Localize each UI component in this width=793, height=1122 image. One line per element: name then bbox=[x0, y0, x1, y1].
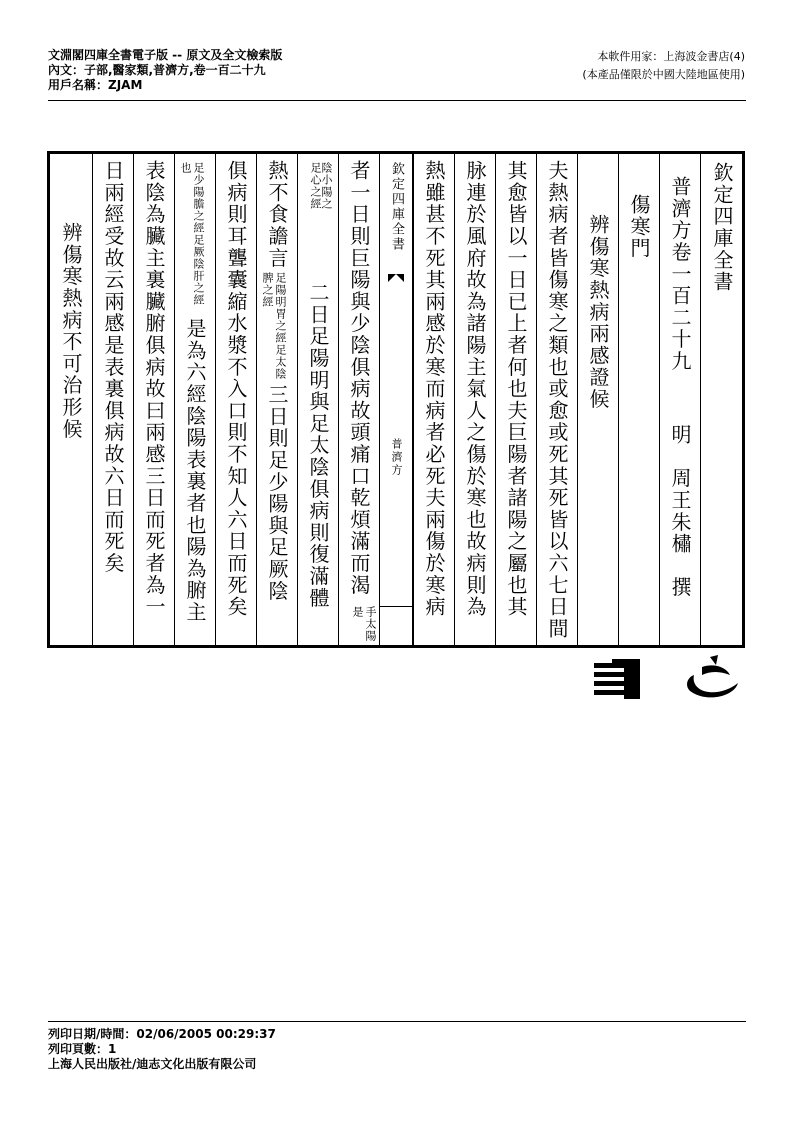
annotation-note: 足少陽膽之經足厥陰肝之經也 bbox=[179, 162, 205, 306]
column-15 bbox=[133, 154, 174, 645]
text-line: 三日則足少陽與足厥陰 bbox=[265, 384, 289, 602]
footer-rule bbox=[48, 1021, 746, 1022]
publisher-line: 上海人民出版社/迪志文化出版有限公司 bbox=[48, 1057, 257, 1071]
annotation-note: 陰小陽之 bbox=[320, 162, 333, 210]
column-4 bbox=[577, 154, 618, 645]
column-11 bbox=[297, 154, 338, 645]
header-line-3: 用戶名稱：ZJAM bbox=[48, 78, 143, 92]
column-14 bbox=[174, 154, 215, 645]
column-1 bbox=[700, 154, 742, 645]
column-3 bbox=[618, 154, 659, 645]
text-line: 二日足陽明與足太陰俱病則復滿體 bbox=[306, 282, 330, 609]
footer bbox=[48, 1027, 276, 1072]
banner-frame bbox=[379, 154, 413, 645]
text-line: 表陰為臟主裏臟腑俱病故曰兩感三日而死者為一 bbox=[142, 160, 166, 618]
header-left bbox=[48, 48, 282, 93]
print-datetime: 列印日期/時間：02/06/2005 00:29:37 bbox=[48, 1027, 276, 1041]
banner-title: 欽定四庫全書 bbox=[389, 162, 404, 252]
column-2 bbox=[659, 154, 700, 645]
annotation-note: 足心之經 bbox=[309, 162, 322, 210]
header-right bbox=[582, 48, 745, 84]
text-frame bbox=[47, 151, 745, 648]
text-line: 者一日則巨陽與少陰俱病故頭痛口乾煩滿而渴 bbox=[347, 160, 371, 596]
publisher-logo-icon bbox=[594, 653, 746, 701]
text-line: 熱不食譫言 bbox=[265, 160, 289, 269]
column-7 bbox=[454, 154, 495, 645]
header-line-2: 內文：子部,醫家類,普濟方,卷一百二十九 bbox=[48, 63, 266, 77]
book-title: 欽定四庫全書 bbox=[710, 162, 734, 293]
column-16 bbox=[92, 154, 133, 645]
header-line-1: 文淵閣四庫全書電子版 -- 原文及全文檢索版 bbox=[48, 48, 283, 62]
annotation-note: 手太陽是 bbox=[351, 606, 377, 642]
subsection-heading: 辨傷寒熱病兩感證候 bbox=[586, 214, 610, 411]
licensee-line: 本軟件用家：上海波金書店(4) bbox=[597, 50, 745, 63]
banner-book-name: 普濟方 bbox=[390, 438, 403, 477]
text-line: 其愈皆以一日已上者何也夫巨陽者諸陽之屬也其 bbox=[504, 160, 528, 618]
header-rule bbox=[48, 100, 746, 101]
region-notice: (本產品僅限於中國大陸地區使用) bbox=[582, 68, 745, 81]
next-heading: 辨傷寒熱病不可治形候 bbox=[59, 222, 83, 440]
column-8 bbox=[413, 154, 454, 645]
fishtail-mark bbox=[388, 274, 404, 282]
text-line: 夫熱病者皆傷寒之類也或愈或死其死皆以六七日間 bbox=[545, 160, 569, 640]
print-page-count: 列印頁數：1 bbox=[48, 1042, 117, 1056]
text-line: 熱雖甚不死其兩感於寒而病者必死夫兩傷於寒病 bbox=[422, 160, 446, 618]
column-6 bbox=[495, 154, 536, 645]
volume-title: 普濟方卷一百二十九 bbox=[668, 176, 692, 373]
text-line: 是為六經陰陽表裏者也陽為腑主 bbox=[183, 318, 207, 624]
column-17 bbox=[50, 154, 92, 645]
author-line: 明 周王朱橚 撰 bbox=[668, 424, 692, 599]
banner-rule bbox=[380, 606, 412, 607]
column-10 bbox=[338, 154, 379, 645]
column-5 bbox=[536, 154, 577, 645]
annotation-note: 足陽明胃之經足太陰脾之經 bbox=[261, 272, 287, 380]
column-13 bbox=[215, 154, 256, 645]
section-heading: 傷寒門 bbox=[627, 194, 651, 260]
text-line: 俱病則耳聾囊縮水漿不入口則不知人六日而死矣 bbox=[224, 160, 248, 618]
column-12 bbox=[256, 154, 297, 645]
fold-banner bbox=[379, 154, 413, 645]
text-line: 脉連於風府故為諸陽主氣人之傷於寒也故病則為 bbox=[463, 160, 487, 618]
text-line: 日兩經受故云兩感是表裏俱病故六日而死矣 bbox=[101, 160, 125, 575]
